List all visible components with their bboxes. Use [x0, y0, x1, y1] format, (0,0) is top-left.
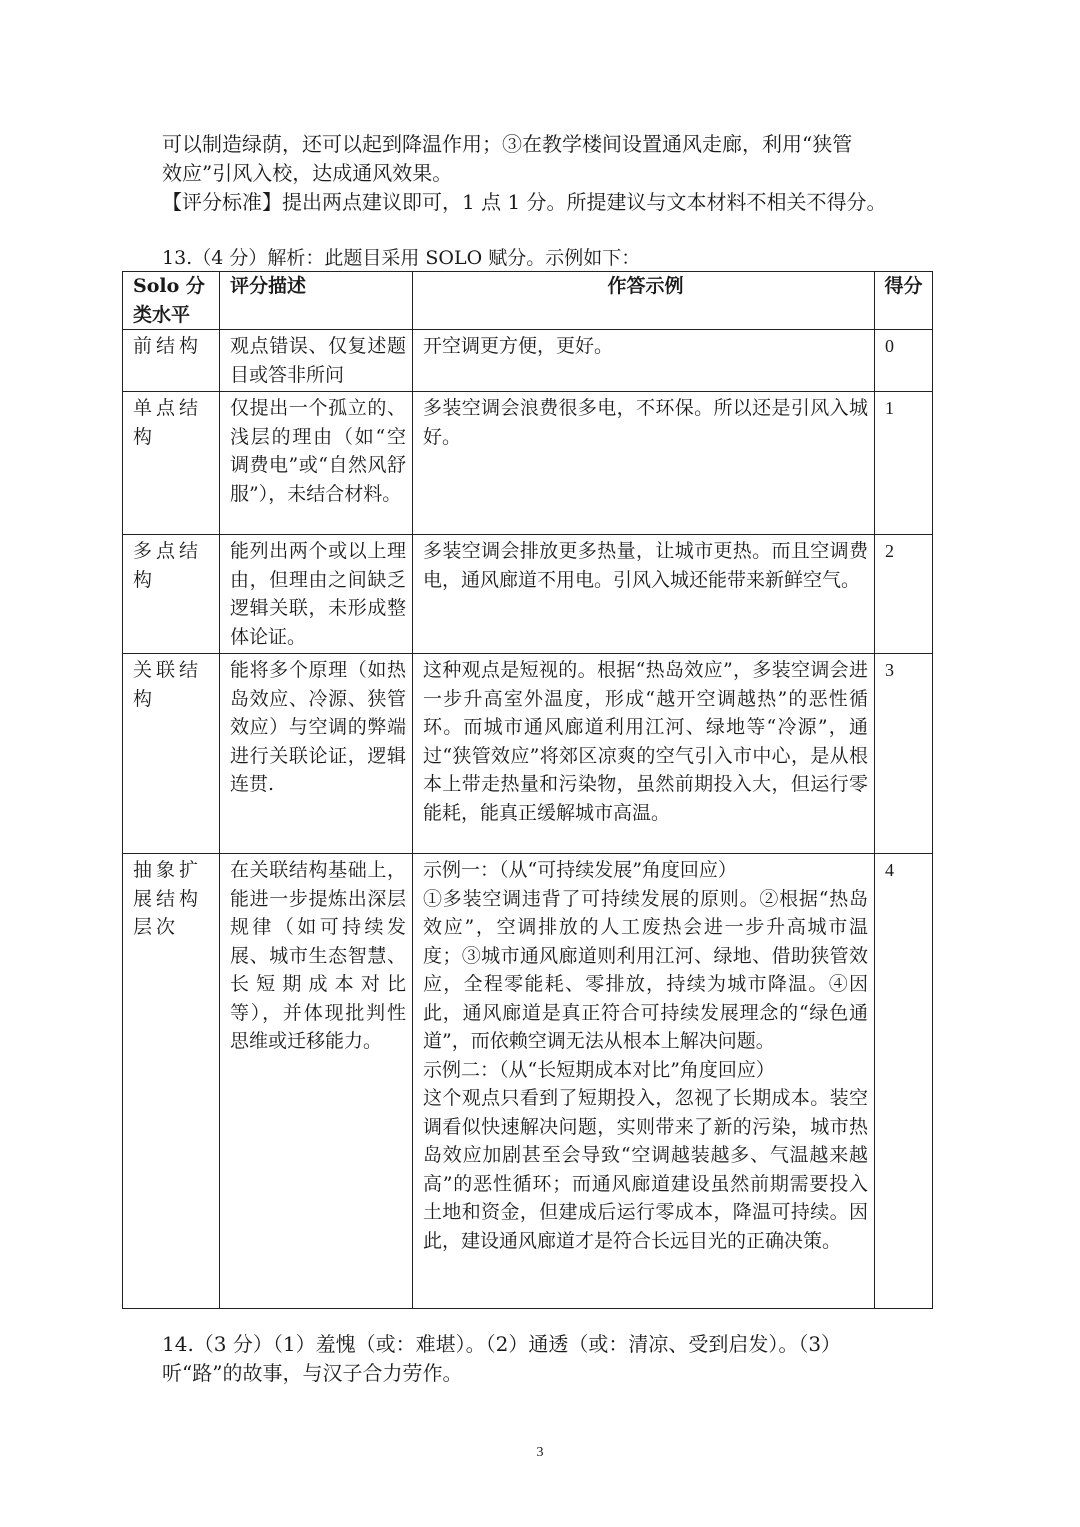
table-row — [123, 654, 933, 854]
table-row — [123, 392, 933, 535]
row-example: 开空调更方便，更好。 — [413, 330, 875, 392]
row-score: 2 — [875, 535, 933, 654]
q14-line: 听“路”的故事，与汉子合力劳作。 — [162, 1361, 463, 1385]
table-row — [123, 854, 933, 1309]
row-level: 抽象扩展结构层次 — [123, 854, 220, 1309]
intro-line: 效应”引风入校，达成通风效果。 — [162, 161, 453, 185]
example-two-body: 这个观点只看到了短期投入，忽视了长期成本。装空调看似快速解决问题，实则带来了新的污染，城市热岛效应加剧甚至会导致“空调越装越多、气温越来越高”的恶性循环；而通风廊道建设虽然前期需要投入土地和资金，但建成后运行零成本，降温可持续。因此，建设通风廊道才是符合长远目光的正确决策。 — [423, 1087, 868, 1252]
row-description: 能将多个原理（如热岛效应、冷源、狭管效应）与空调的弊端进行关联论证，逻辑连贯. — [220, 654, 413, 854]
row-score: 0 — [875, 330, 933, 392]
row-score: 4 — [875, 854, 933, 1309]
intro-line: 可以制造绿荫，还可以起到降温作用；③在教学楼间设置通风走廊，利用“狭管 — [162, 132, 853, 156]
table-header-row — [123, 272, 933, 330]
row-level: 前结构 — [123, 330, 220, 392]
row-description: 在关联结构基础上，能进一步提炼出深层规律（如可持续发展、城市生态智慧、长短期成本对比等），并体现批判性思维或迁移能力。 — [220, 854, 413, 1309]
row-description: 能列出两个或以上理由，但理由之间缺乏逻辑关联，未形成整体论证。 — [220, 535, 413, 654]
header-solo-level: Solo 分类水平 — [123, 272, 220, 330]
row-score: 1 — [875, 392, 933, 535]
row-example: 这种观点是短视的。根据“热岛效应”，多装空调会进一步升高室外温度，形成“越开空调越热”的恶性循环。而城市通风廊道利用江河、绿地等“冷源”，通过“狭管效应”将郊区凉爽的空气引入市中心，是从根本上带走热量和污染物，虽然前期投入大，但运行零能耗，能真正缓解城市高温。 — [413, 654, 875, 854]
table-row — [123, 330, 933, 392]
q14-line: 14.（3 分）（1）羞愧（或：难堪）。（2）通透（或：清凉、受到启发）。（3） — [162, 1332, 842, 1356]
row-example — [413, 854, 875, 1309]
page-number: 3 — [536, 1445, 544, 1460]
row-score: 3 — [875, 654, 933, 854]
scoring-standard-line: 【评分标准】提出两点建议即可，1 点 1 分。所提建议与文本材料不相关不得分。 — [162, 190, 887, 214]
row-description: 仅提出一个孤立的、浅层的理由（如“空调费电”或“自然风舒服”），未结合材料。 — [220, 392, 413, 535]
row-example: 多装空调会排放更多热量，让城市更热。而且空调费电，通风廊道不用电。引风入城还能带来新鲜空气。 — [413, 535, 875, 654]
intro-paragraph — [162, 130, 932, 217]
header-example: 作答示例 — [413, 272, 875, 330]
table-row — [123, 535, 933, 654]
example-two-title: 示例二：（从“长短期成本对比”角度回应） — [423, 1058, 775, 1081]
header-score: 得分 — [875, 272, 933, 330]
row-level: 单点结构 — [123, 392, 220, 535]
row-level: 关联结构 — [123, 654, 220, 854]
header-description: 评分描述 — [220, 272, 413, 330]
row-description: 观点错误、仅复述题目或答非所问 — [220, 330, 413, 392]
question-13-heading: 13.（4 分）解析：此题目采用 SOLO 赋分。示例如下： — [162, 247, 641, 269]
example-one-title: 示例一：（从“可持续发展”角度回应） — [423, 859, 737, 881]
row-example: 多装空调会浪费很多电，不环保。所以还是引风入城好。 — [413, 392, 875, 535]
solo-scoring-table — [122, 271, 933, 1309]
row-level: 多点结构 — [123, 535, 220, 654]
question-14-answer — [162, 1330, 932, 1388]
example-one-body: ①多装空调违背了可持续发展的原则。②根据“热岛效应”，空调排放的人工废热会进一步升高城市温度；③城市通风廊道则利用江河、绿地、借助狭管效应，全程零能耗、零排放，持续为城市降温。④因此，通风廊道是真正符合可持续发展理念的“绿色通道”，而依赖空调无法从根本上解决问题。 — [423, 887, 868, 1052]
